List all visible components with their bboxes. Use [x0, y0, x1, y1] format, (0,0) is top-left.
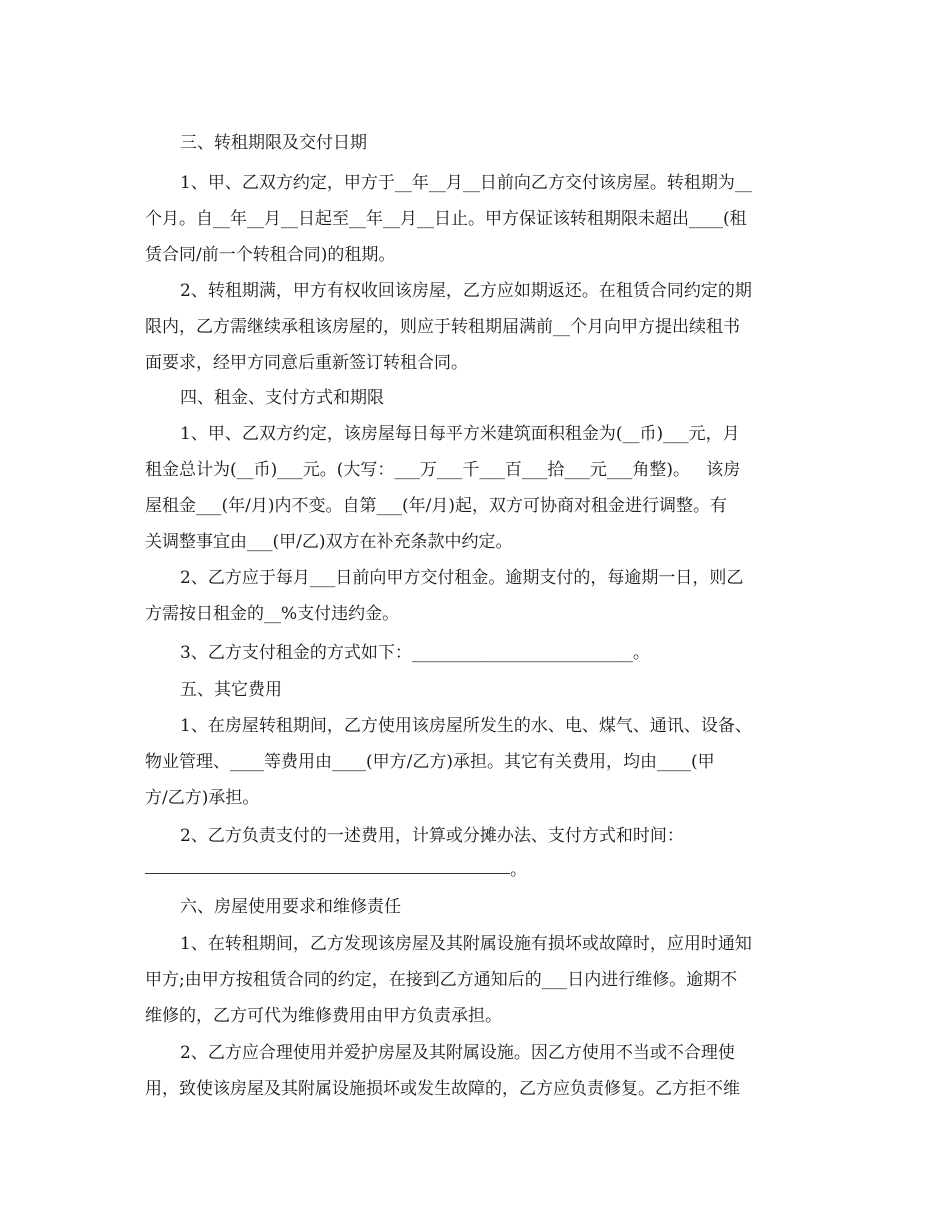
paragraph-line: 1、在房屋转租期间，乙方使用该房屋所发生的水、电、煤气、通讯、设备、 [180, 716, 752, 736]
section-heading-3: 三、转租期限及交付日期 [180, 133, 367, 153]
paragraph-line: 维修的，乙方可代为维修费用由甲方负责承担。 [145, 1006, 502, 1026]
fill-in-blank-line [145, 872, 510, 874]
paragraph-line: 2、乙方应于每月___日前向甲方交付租金。逾期支付的，每逾期一日，则乙 [180, 568, 744, 588]
paragraph-line: 租金总计为(__币)___元。(大写：___万___千___百___拾___元___角整)。 该房 [145, 460, 741, 480]
paragraph-line: 屋租金___(年/月)内不变。自第___(年/月)起，双方可协商对租金进行调整。有 [145, 496, 727, 516]
paragraph-line: 1、甲、乙双方约定，甲方于__年__月__日前向乙方交付该房屋。转租期为__ [180, 173, 752, 193]
paragraph-line: 赁合同/前一个转租合同)的租期。 [145, 245, 396, 265]
paragraph-line: 面要求，经甲方同意后重新签订转租合同。 [145, 353, 468, 373]
paragraph-line: 物业管理、____等费用由____(甲方/乙方)承担。其它有关费用，均由____(甲 [145, 752, 715, 772]
paragraph-line-end: 。 [510, 860, 527, 880]
section-heading-6: 六、房屋使用要求和维修责任 [180, 897, 401, 917]
paragraph-line: 2、乙方负责支付的一述费用，计算或分摊办法、支付方式和时间： [180, 826, 684, 846]
paragraph-line: 1、甲、乙双方约定，该房屋每日每平方米建筑面积租金为(__币)___元，月 [180, 424, 740, 444]
paragraph-line: 2、转租期满，甲方有权收回该房屋，乙方应如期返还。在租赁合同约定的期 [180, 281, 752, 301]
paragraph-line: 方需按日租金的__%支付违约金。 [145, 604, 400, 624]
paragraph-line: 限内，乙方需继续承租该房屋的，则应于转租期届满前__个月向甲方提出续租书 [145, 317, 740, 337]
paragraph-line: 甲方;由甲方按租赁合同的约定，在接到乙方通知后的___日内进行维修。逾期不 [145, 970, 738, 990]
section-heading-4: 四、租金、支付方式和期限 [180, 388, 384, 408]
paragraph-line: 个月。自__年__月__日起至__年__月__日止。甲方保证该转租期限未超出____(租 [145, 209, 747, 229]
paragraph-line: 用，致使该房屋及其附属设施损坏或发生故障的，乙方应负责修复。乙方拒不维 [145, 1079, 740, 1099]
paragraph-line: 3、乙方支付租金的方式如下：__________________________。 [180, 643, 650, 663]
paragraph-line: 2、乙方应合理使用并爱护房屋及其附属设施。因乙方使用不当或不合理使 [180, 1043, 735, 1063]
paragraph-line: 方/乙方)承担。 [145, 788, 260, 808]
paragraph-line: 1、在转租期间，乙方发现该房屋及其附属设施有损坏或故障时，应用时通知 [180, 934, 752, 954]
paragraph-line: 关调整事宜由___(甲/乙)双方在补充条款中约定。 [145, 532, 513, 552]
section-heading-5: 五、其它费用 [180, 680, 282, 700]
